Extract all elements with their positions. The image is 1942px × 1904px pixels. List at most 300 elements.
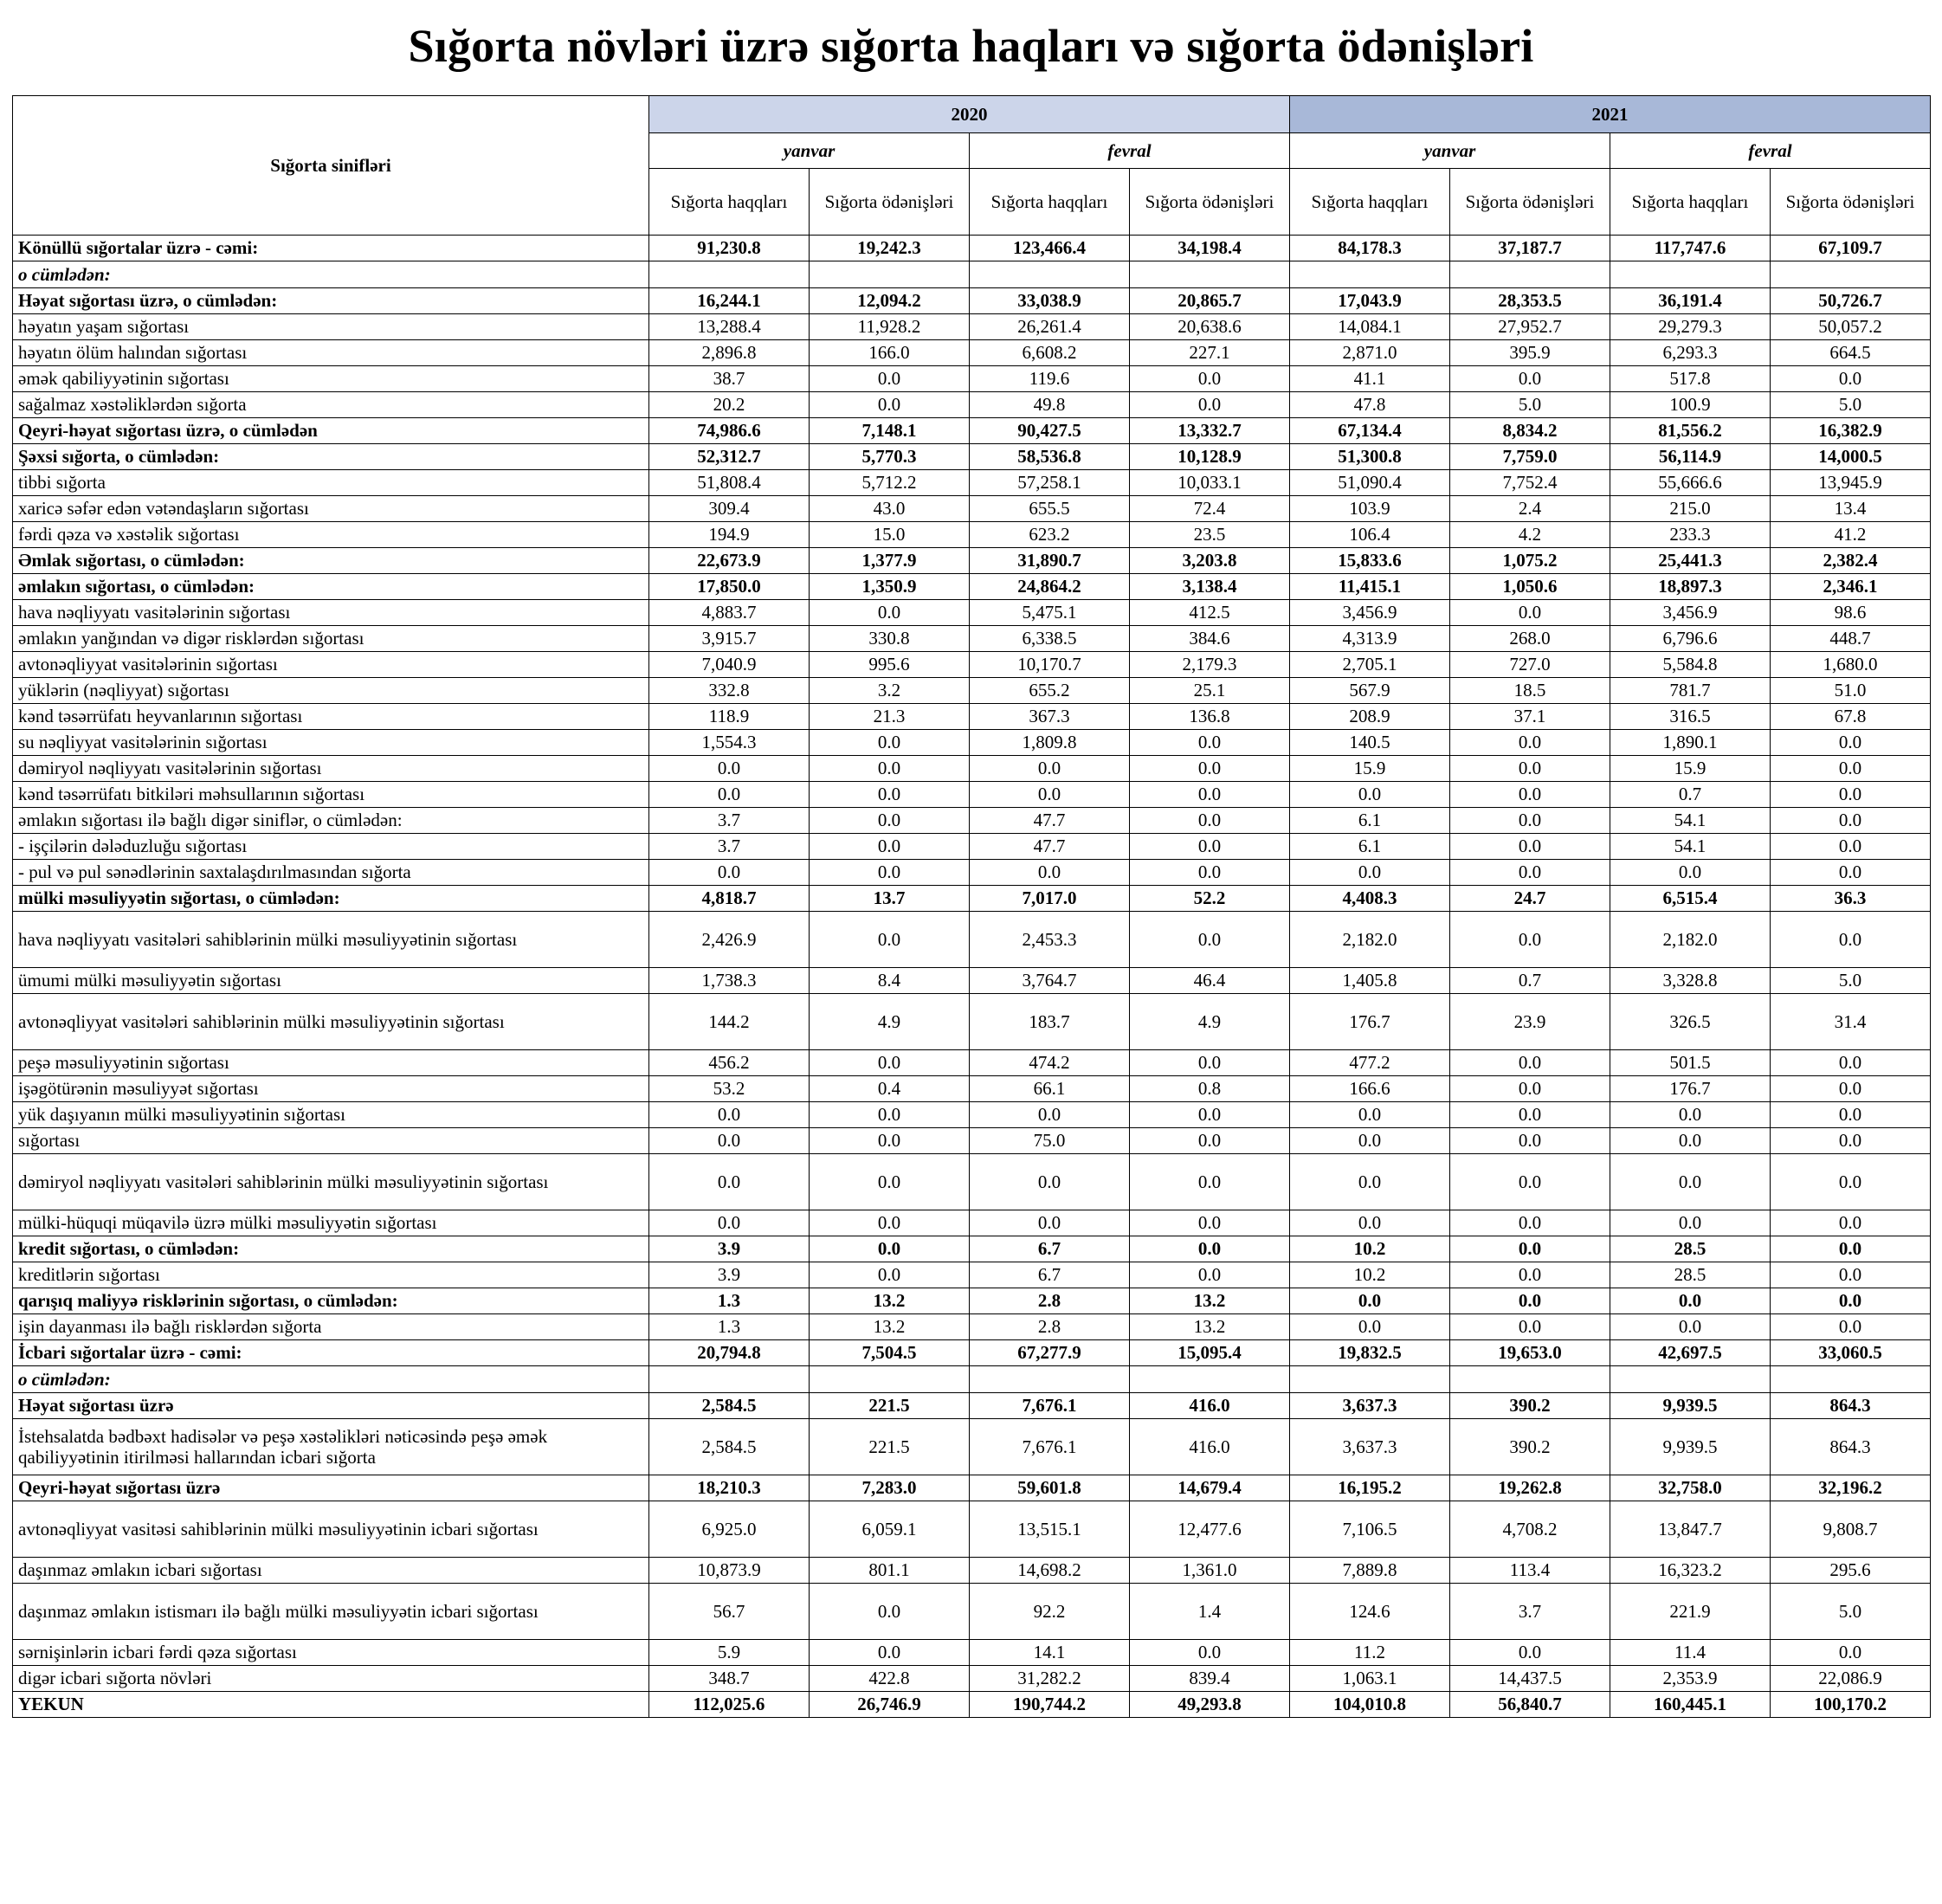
row-value: 0.0 [1290, 1314, 1450, 1340]
row-value: 7,148.1 [810, 418, 970, 444]
row-value: 20.2 [649, 392, 810, 418]
header-metric-6: Sığorta haqqları [1610, 169, 1771, 236]
table-row [13, 470, 1931, 496]
row-value: 0.0 [1771, 1640, 1931, 1666]
row-label: avtonəqliyyat vasitəsi sahiblərinin mülki məsuliyyətinin icbari sığortası [13, 1501, 649, 1558]
row-value [810, 261, 970, 288]
row-value: 0.0 [1290, 1102, 1450, 1128]
table-row [13, 1128, 1931, 1154]
row-value: 124.6 [1290, 1584, 1450, 1640]
row-value: 384.6 [1130, 626, 1290, 652]
row-value: 0.0 [1130, 730, 1290, 756]
row-label: Qeyri-həyat sığortası üzrə [13, 1475, 649, 1501]
row-value: 56,840.7 [1450, 1692, 1610, 1718]
row-value: 0.0 [1771, 1050, 1931, 1076]
row-value: 0.0 [1450, 366, 1610, 392]
row-value: 112,025.6 [649, 1692, 810, 1718]
row-value: 2,426.9 [649, 912, 810, 968]
row-value: 0.0 [970, 1210, 1130, 1236]
row-value: 517.8 [1610, 366, 1771, 392]
row-label: digər icbari sığorta növləri [13, 1666, 649, 1692]
row-value: 57,258.1 [970, 470, 1130, 496]
row-value: 140.5 [1290, 730, 1450, 756]
row-label: daşınmaz əmlakın istismarı ilə bağlı mülki məsuliyyətin icbari sığortası [13, 1584, 649, 1640]
row-value: 7,676.1 [970, 1393, 1130, 1419]
row-label: Əmlak sığortası, o cümlədən: [13, 548, 649, 574]
row-value: 190,744.2 [970, 1692, 1130, 1718]
row-value: 5.9 [649, 1640, 810, 1666]
row-value: 456.2 [649, 1050, 810, 1076]
row-value: 118.9 [649, 704, 810, 730]
table-row [13, 968, 1931, 994]
row-value [1130, 1366, 1290, 1393]
row-value [649, 261, 810, 288]
header-month-2020-jan: yanvar [649, 133, 970, 169]
row-value: 0.7 [1610, 782, 1771, 808]
row-value: 13,945.9 [1771, 470, 1931, 496]
row-label: o cümlədən: [13, 1366, 649, 1393]
row-value: 26,261.4 [970, 314, 1130, 340]
row-label: - işçilərin dələduzluğu sığortası [13, 834, 649, 860]
row-value: 0.0 [1130, 1050, 1290, 1076]
table-row [13, 444, 1931, 470]
row-value: 56,114.9 [1610, 444, 1771, 470]
row-value: 103.9 [1290, 496, 1450, 522]
row-value: 295.6 [1771, 1558, 1931, 1584]
row-value [1450, 261, 1610, 288]
row-value: 0.0 [1610, 1288, 1771, 1314]
row-label: İcbari sığortalar üzrə - cəmi: [13, 1340, 649, 1366]
row-value: 0.0 [649, 782, 810, 808]
row-label: daşınmaz əmlakın icbari sığortası [13, 1558, 649, 1584]
row-label: peşə məsuliyyətinin sığortası [13, 1050, 649, 1076]
row-value [1771, 261, 1931, 288]
row-value: 10.2 [1290, 1236, 1450, 1262]
row-label: hava nəqliyyatı vasitələrinin sığortası [13, 600, 649, 626]
row-value: 42,697.5 [1610, 1340, 1771, 1366]
row-value: 0.0 [1450, 1236, 1610, 1262]
row-value: 1.4 [1130, 1584, 1290, 1640]
row-value: 14,679.4 [1130, 1475, 1290, 1501]
row-value: 0.0 [1290, 1210, 1450, 1236]
row-value: 3,915.7 [649, 626, 810, 652]
row-label: mülki-hüquqi müqavilə üzrə mülki məsuliyyətin sığortası [13, 1210, 649, 1236]
row-value: 13.2 [1130, 1288, 1290, 1314]
row-value: 8.4 [810, 968, 970, 994]
row-value: 0.0 [1450, 912, 1610, 968]
row-value: 81,556.2 [1610, 418, 1771, 444]
row-value: 51,300.8 [1290, 444, 1450, 470]
row-value: 0.0 [1771, 912, 1931, 968]
row-value: 36,191.4 [1610, 288, 1771, 314]
row-value: 4,708.2 [1450, 1501, 1610, 1558]
table-row [13, 704, 1931, 730]
row-value: 0.0 [1130, 1640, 1290, 1666]
row-value: 2,346.1 [1771, 574, 1931, 600]
table-row [13, 1640, 1931, 1666]
row-label: Həyat sığortası üzrə, o cümlədən: [13, 288, 649, 314]
row-value: 7,889.8 [1290, 1558, 1450, 1584]
row-value: 7,752.4 [1450, 470, 1610, 496]
row-value: 41.1 [1290, 366, 1450, 392]
table-row [13, 1558, 1931, 1584]
row-label: işəgötürənin məsuliyyət sığortası [13, 1076, 649, 1102]
row-value: 0.0 [970, 1102, 1130, 1128]
row-value: 0.0 [810, 808, 970, 834]
row-value: 9,808.7 [1771, 1501, 1931, 1558]
row-value: 6.7 [970, 1236, 1130, 1262]
row-value: 100.9 [1610, 392, 1771, 418]
row-value: 1,738.3 [649, 968, 810, 994]
table-row [13, 418, 1931, 444]
row-value: 41.2 [1771, 522, 1931, 548]
row-value: 3.7 [649, 834, 810, 860]
row-value: 0.0 [1450, 1154, 1610, 1210]
row-value: 1,680.0 [1771, 652, 1931, 678]
row-value: 5,475.1 [970, 600, 1130, 626]
row-value: 0.0 [1450, 834, 1610, 860]
row-value: 208.9 [1290, 704, 1450, 730]
row-value: 10,128.9 [1130, 444, 1290, 470]
row-value: 14.1 [970, 1640, 1130, 1666]
row-label: hava nəqliyyatı vasitələri sahiblərinin mülki məsuliyyətinin sığortası [13, 912, 649, 968]
row-label: əmlakın sığortası ilə bağlı digər siniflər, o cümlədən: [13, 808, 649, 834]
row-value: 0.0 [1771, 1288, 1931, 1314]
row-value: 20,865.7 [1130, 288, 1290, 314]
row-value: 5,712.2 [810, 470, 970, 496]
row-value: 0.0 [1450, 730, 1610, 756]
row-value: 33,060.5 [1771, 1340, 1931, 1366]
row-value: 5.0 [1771, 392, 1931, 418]
row-value [1610, 261, 1771, 288]
row-value: 194.9 [649, 522, 810, 548]
row-value: 416.0 [1130, 1393, 1290, 1419]
row-value: 56.7 [649, 1584, 810, 1640]
table-row [13, 1475, 1931, 1501]
row-value: 7,759.0 [1450, 444, 1610, 470]
row-value: 0.0 [1771, 860, 1931, 886]
row-value: 6,796.6 [1610, 626, 1771, 652]
row-value: 91,230.8 [649, 236, 810, 261]
row-value: 477.2 [1290, 1050, 1450, 1076]
row-value: 11,415.1 [1290, 574, 1450, 600]
row-value: 2,179.3 [1130, 652, 1290, 678]
row-value: 13.7 [810, 886, 970, 912]
row-value: 2,182.0 [1290, 912, 1450, 968]
table-row [13, 261, 1931, 288]
row-label: sərnişinlərin icbari fərdi qəza sığortası [13, 1640, 649, 1666]
row-value: 3.7 [1450, 1584, 1610, 1640]
row-value: 0.0 [1450, 1128, 1610, 1154]
row-value: 7,106.5 [1290, 1501, 1450, 1558]
row-value: 6,338.5 [970, 626, 1130, 652]
table-row [13, 1584, 1931, 1640]
row-value: 0.0 [1130, 834, 1290, 860]
row-value: 215.0 [1610, 496, 1771, 522]
row-value: 22,086.9 [1771, 1666, 1931, 1692]
row-value: 6,608.2 [970, 340, 1130, 366]
header-metric-5: Sığorta ödənişləri [1450, 169, 1610, 236]
row-value: 2,382.4 [1771, 548, 1931, 574]
row-value: 3,456.9 [1610, 600, 1771, 626]
row-value: 25,441.3 [1610, 548, 1771, 574]
header-metric-3: Sığorta ödənişləri [1130, 169, 1290, 236]
header-month-2021-jan: yanvar [1290, 133, 1610, 169]
row-value: 6.1 [1290, 834, 1450, 860]
row-value: 19,653.0 [1450, 1340, 1610, 1366]
row-value: 0.0 [1290, 782, 1450, 808]
document-page [0, 19, 1942, 1735]
row-value: 0.0 [810, 1236, 970, 1262]
row-value: 38.7 [649, 366, 810, 392]
row-value: 330.8 [810, 626, 970, 652]
row-label: sığortası [13, 1128, 649, 1154]
row-value: 5,770.3 [810, 444, 970, 470]
header-row-years [13, 96, 1931, 133]
row-label: Qeyri-həyat sığortası üzrə, o cümlədən [13, 418, 649, 444]
row-value: 326.5 [1610, 994, 1771, 1050]
row-value: 0.0 [1771, 808, 1931, 834]
row-value [1450, 1366, 1610, 1393]
row-value: 67,109.7 [1771, 236, 1931, 261]
row-value: 10.2 [1290, 1262, 1450, 1288]
row-value: 67.8 [1771, 704, 1931, 730]
table-row [13, 626, 1931, 652]
table-row [13, 994, 1931, 1050]
row-label: su nəqliyyat vasitələrinin sığortası [13, 730, 649, 756]
row-value: 0.0 [1771, 1154, 1931, 1210]
row-value: 7,040.9 [649, 652, 810, 678]
row-value: 664.5 [1771, 340, 1931, 366]
table-row [13, 1050, 1931, 1076]
row-label: əmlakın sığortası, o cümlədən: [13, 574, 649, 600]
row-value: 474.2 [970, 1050, 1130, 1076]
row-value: 221.5 [810, 1419, 970, 1475]
row-value: 43.0 [810, 496, 970, 522]
row-value: 2,453.3 [970, 912, 1130, 968]
row-value: 7,676.1 [970, 1419, 1130, 1475]
header-label-col: Sığorta sinifləri [13, 96, 649, 236]
row-value: 655.2 [970, 678, 1130, 704]
row-value: 51,808.4 [649, 470, 810, 496]
row-value: 3,138.4 [1130, 574, 1290, 600]
row-value: 34,198.4 [1130, 236, 1290, 261]
row-value: 0.0 [1450, 1314, 1610, 1340]
row-value: 0.0 [970, 782, 1130, 808]
row-value: 1,405.8 [1290, 968, 1450, 994]
row-value: 14,084.1 [1290, 314, 1450, 340]
row-value: 25.1 [1130, 678, 1290, 704]
table-row [13, 522, 1931, 548]
page-title: Sığorta növləri üzrə sığorta haqları və sığorta ödənişləri [408, 20, 1534, 72]
row-label: İstehsalatda bədbəxt hadisələr və peşə xəstəlikləri nəticəsində peşə əmək qabiliyyətinin itirilməsi hallarından icbari sığorta [13, 1419, 649, 1475]
row-value: 5.0 [1771, 1584, 1931, 1640]
row-value: 11.4 [1610, 1640, 1771, 1666]
row-value: 31.4 [1771, 994, 1931, 1050]
row-value: 0.0 [1771, 756, 1931, 782]
row-label: dəmiryol nəqliyyatı vasitələri sahiblərinin mülki məsuliyyətinin sığortası [13, 1154, 649, 1210]
row-value: 176.7 [1610, 1076, 1771, 1102]
table-row [13, 1666, 1931, 1692]
row-value: 0.0 [810, 1262, 970, 1288]
row-value: 0.0 [1130, 366, 1290, 392]
row-value: 268.0 [1450, 626, 1610, 652]
row-value: 10,873.9 [649, 1558, 810, 1584]
row-value: 0.0 [1130, 1262, 1290, 1288]
row-value: 15.0 [810, 522, 970, 548]
row-value: 0.0 [649, 756, 810, 782]
row-value: 0.0 [1610, 860, 1771, 886]
row-value: 6,293.3 [1610, 340, 1771, 366]
row-value: 0.0 [1771, 1102, 1931, 1128]
row-value: 0.0 [1450, 600, 1610, 626]
table-row [13, 1314, 1931, 1340]
row-value: 1,890.1 [1610, 730, 1771, 756]
row-value: 11,928.2 [810, 314, 970, 340]
table-row [13, 652, 1931, 678]
row-value: 0.0 [1771, 730, 1931, 756]
row-value: 15.9 [1610, 756, 1771, 782]
row-label: - pul və pul sənədlərinin saxtalaşdırılmasından sığorta [13, 860, 649, 886]
row-value: 2,584.5 [649, 1393, 810, 1419]
row-value: 67,277.9 [970, 1340, 1130, 1366]
row-value: 0.0 [1771, 782, 1931, 808]
row-value: 51,090.4 [1290, 470, 1450, 496]
row-value: 3.2 [810, 678, 970, 704]
row-value: 14,000.5 [1771, 444, 1931, 470]
row-value: 17,850.0 [649, 574, 810, 600]
row-value: 0.0 [1130, 1236, 1290, 1262]
row-value: 29,279.3 [1610, 314, 1771, 340]
row-value: 3,764.7 [970, 968, 1130, 994]
row-value: 7,283.0 [810, 1475, 970, 1501]
row-value: 0.0 [810, 366, 970, 392]
row-value: 1,050.6 [1450, 574, 1610, 600]
row-value: 7,017.0 [970, 886, 1130, 912]
row-value: 781.7 [1610, 678, 1771, 704]
row-value: 1,350.9 [810, 574, 970, 600]
row-value: 6.7 [970, 1262, 1130, 1288]
row-value: 32,196.2 [1771, 1475, 1931, 1501]
table-row [13, 1419, 1931, 1475]
row-value: 0.0 [1130, 808, 1290, 834]
row-value: 0.0 [1450, 808, 1610, 834]
row-value: 6,515.4 [1610, 886, 1771, 912]
row-value: 0.0 [1290, 1154, 1450, 1210]
row-value: 52.2 [1130, 886, 1290, 912]
row-value: 221.5 [810, 1393, 970, 1419]
row-value: 0.0 [1450, 1210, 1610, 1236]
row-value: 567.9 [1290, 678, 1450, 704]
row-value: 412.5 [1130, 600, 1290, 626]
row-value: 0.0 [970, 860, 1130, 886]
row-value: 2,896.8 [649, 340, 810, 366]
row-value: 416.0 [1130, 1419, 1290, 1475]
table-row [13, 834, 1931, 860]
row-value: 0.0 [810, 730, 970, 756]
table-head [13, 96, 1931, 236]
table-row [13, 1288, 1931, 1314]
row-label: əmək qabiliyyətinin sığortası [13, 366, 649, 392]
row-value: 144.2 [649, 994, 810, 1050]
row-value: 0.0 [1130, 756, 1290, 782]
row-value: 227.1 [1130, 340, 1290, 366]
row-value: 0.0 [970, 756, 1130, 782]
row-value: 3,456.9 [1290, 600, 1450, 626]
row-value: 1,075.2 [1450, 548, 1610, 574]
row-label: kreditlərin sığortası [13, 1262, 649, 1288]
row-value: 727.0 [1450, 652, 1610, 678]
row-value [1290, 261, 1450, 288]
row-value: 47.8 [1290, 392, 1450, 418]
row-value: 13.2 [810, 1288, 970, 1314]
row-value: 75.0 [970, 1128, 1130, 1154]
row-value: 0.0 [1771, 1314, 1931, 1340]
table-row [13, 1154, 1931, 1210]
row-value: 53.2 [649, 1076, 810, 1102]
row-value: 31,890.7 [970, 548, 1130, 574]
insurance-premiums-table [12, 95, 1931, 1718]
row-value: 0.0 [1771, 1128, 1931, 1154]
row-value: 0.0 [649, 860, 810, 886]
table-row [13, 392, 1931, 418]
row-value: 0.0 [810, 600, 970, 626]
row-value [1771, 1366, 1931, 1393]
row-value: 136.8 [1130, 704, 1290, 730]
row-value: 2,871.0 [1290, 340, 1450, 366]
table-row [13, 314, 1931, 340]
row-value: 28.5 [1610, 1262, 1771, 1288]
row-value: 0.0 [1771, 366, 1931, 392]
row-value: 1,063.1 [1290, 1666, 1450, 1692]
table-row [13, 340, 1931, 366]
row-value [649, 1366, 810, 1393]
row-value: 1,361.0 [1130, 1558, 1290, 1584]
row-value: 6,925.0 [649, 1501, 810, 1558]
row-value: 0.0 [810, 1210, 970, 1236]
row-value: 119.6 [970, 366, 1130, 392]
row-value: 22,673.9 [649, 548, 810, 574]
row-value: 4,313.9 [1290, 626, 1450, 652]
table-row [13, 1340, 1931, 1366]
table-row [13, 1102, 1931, 1128]
row-value: 18,210.3 [649, 1475, 810, 1501]
row-value: 0.0 [810, 1640, 970, 1666]
row-label: YEKUN [13, 1692, 649, 1718]
table-row [13, 756, 1931, 782]
row-value: 0.0 [810, 1154, 970, 1210]
header-month-2021-feb: fevral [1610, 133, 1931, 169]
row-value: 92.2 [970, 1584, 1130, 1640]
row-value: 1.3 [649, 1288, 810, 1314]
row-value: 13,288.4 [649, 314, 810, 340]
row-value: 0.0 [1450, 1288, 1610, 1314]
row-value: 16,323.2 [1610, 1558, 1771, 1584]
row-value: 72.4 [1130, 496, 1290, 522]
row-value: 0.0 [1130, 782, 1290, 808]
row-value: 10,170.7 [970, 652, 1130, 678]
row-value: 0.0 [1130, 1210, 1290, 1236]
row-value: 100,170.2 [1771, 1692, 1931, 1718]
row-value: 183.7 [970, 994, 1130, 1050]
row-value: 26,746.9 [810, 1692, 970, 1718]
table-row [13, 678, 1931, 704]
row-value: 14,437.5 [1450, 1666, 1610, 1692]
row-value: 801.1 [810, 1558, 970, 1584]
table-row [13, 1262, 1931, 1288]
row-value: 839.4 [1130, 1666, 1290, 1692]
header-metric-1: Sığorta ödənişləri [810, 169, 970, 236]
